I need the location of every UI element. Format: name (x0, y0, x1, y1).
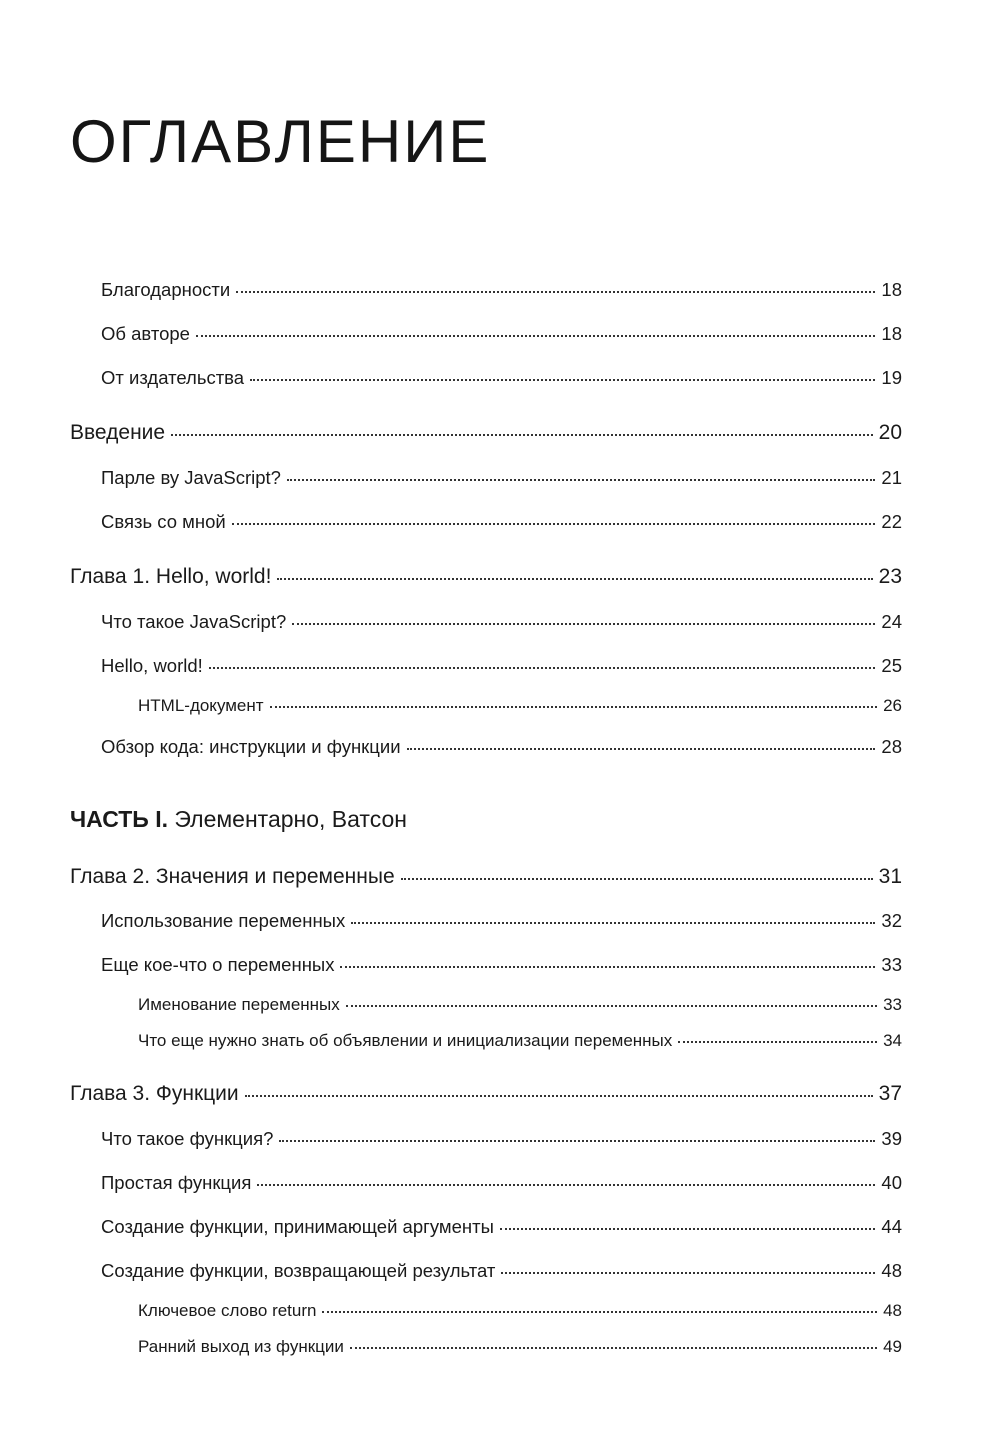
toc-entry-title: Обзор кода: инструкции и функции (101, 736, 401, 757)
toc-entry-page: 40 (881, 1172, 902, 1193)
toc-entry-title: Что такое функция? (101, 1128, 274, 1149)
dot-leader (232, 523, 876, 525)
toc-entry-title: Глава 1. Hello, world! (70, 565, 272, 588)
dot-leader (245, 1095, 873, 1097)
dot-leader (351, 922, 875, 924)
toc-entry-title: Еще кое-что о переменных (101, 954, 335, 975)
toc-entry-title: Именование переменных (138, 995, 340, 1014)
toc-entry-page: 48 (881, 1260, 902, 1281)
toc-entry-title: От издательства (101, 367, 245, 388)
toc-entry-title: Что такое JavaScript? (101, 611, 287, 632)
dot-leader (209, 667, 876, 669)
toc-entry-page: 23 (878, 565, 902, 588)
toc-entry-page: 20 (878, 421, 902, 444)
toc-entry-page: 26 (883, 696, 902, 715)
dot-leader (277, 578, 872, 580)
part-title: Элементарно, Ватсон (174, 806, 407, 832)
toc-entry-page: 37 (878, 1082, 902, 1105)
toc-entry-page: 44 (881, 1216, 902, 1237)
toc-entry-title: Глава 2. Значения и переменные (70, 865, 395, 888)
toc-entry-title: Благодарности (101, 279, 231, 300)
dot-leader (250, 379, 875, 381)
toc-entry-title: Глава 3. Функции (70, 1082, 239, 1105)
toc-entry-page: 31 (878, 865, 902, 888)
toc-entry-using-variables[interactable] (101, 910, 902, 932)
toc-entry-title: Создание функции, возвращающей результат (101, 1260, 496, 1281)
toc-entry-what-is-function[interactable] (101, 1128, 902, 1150)
toc-entry-chapter-2[interactable] (70, 865, 902, 889)
dot-leader (678, 1041, 877, 1043)
toc-entry-title: Введение (70, 421, 166, 444)
dot-leader (171, 434, 873, 436)
dot-leader (407, 748, 876, 750)
toc-entry-page: 33 (881, 954, 902, 975)
toc-entry-page: 39 (881, 1128, 902, 1149)
toc-entry-page: 21 (881, 467, 902, 488)
toc-entry-acknowledgements[interactable] (101, 279, 902, 301)
toc-entry-chapter-3[interactable] (70, 1082, 902, 1106)
dot-leader (322, 1311, 877, 1313)
toc-entry-page: 24 (881, 611, 902, 632)
dot-leader (270, 706, 878, 708)
toc-entry-code-overview[interactable] (101, 736, 902, 758)
toc-entry-page: 25 (881, 655, 902, 676)
dot-leader (196, 335, 875, 337)
part-label: ЧАСТЬ I. (70, 806, 168, 832)
toc-entry-page: 18 (881, 323, 902, 344)
dot-leader (279, 1140, 875, 1142)
dot-leader (257, 1184, 875, 1186)
dot-leader (236, 291, 875, 293)
toc-entry-page: 19 (881, 367, 902, 388)
toc-entry-naming-variables[interactable] (138, 995, 902, 1015)
toc-entry-page: 49 (883, 1337, 902, 1356)
toc-entry-page: 48 (883, 1301, 902, 1320)
toc-entry-title: Что еще нужно знать об объявлении и инициализации переменных (138, 1031, 673, 1050)
toc-entry-hello-world[interactable] (101, 655, 902, 677)
toc-entry-declaration-initialization[interactable] (138, 1031, 902, 1051)
dot-leader (350, 1347, 877, 1349)
dot-leader (287, 479, 875, 481)
toc-entry-page: 32 (881, 910, 902, 931)
toc-entry-page: 33 (883, 995, 902, 1014)
toc-entry-title: Простая функция (101, 1172, 252, 1193)
toc-entry-function-returning-result[interactable] (101, 1260, 902, 1282)
toc-entry-contact[interactable] (101, 511, 902, 533)
part-heading (70, 806, 407, 833)
toc-entry-more-about-variables[interactable] (101, 954, 902, 976)
dot-leader (346, 1005, 877, 1007)
toc-entry-return-keyword[interactable] (138, 1301, 902, 1321)
toc-entry-page: 28 (881, 736, 902, 757)
toc-entry-title: Ключевое слово return (138, 1301, 317, 1320)
toc-entry-page: 22 (881, 511, 902, 532)
toc-entry-title: Связь со мной (101, 511, 226, 532)
toc-entry-title: HTML-документ (138, 696, 264, 715)
toc-entry-title: Использование переменных (101, 910, 346, 931)
toc-entry-from-publisher[interactable] (101, 367, 902, 389)
toc-entry-title: Ранний выход из функции (138, 1337, 344, 1356)
toc-entry-chapter-1[interactable] (70, 565, 902, 589)
toc-entry-title: Hello, world! (101, 655, 203, 676)
toc-entry-title: Создание функции, принимающей аргументы (101, 1216, 494, 1237)
toc-entry-html-document[interactable] (138, 696, 902, 716)
toc-entry-about-author[interactable] (101, 323, 902, 345)
dot-leader (340, 966, 875, 968)
dot-leader (401, 878, 873, 880)
toc-entry-what-is-javascript[interactable] (101, 611, 902, 633)
toc-entry-early-exit[interactable] (138, 1337, 902, 1357)
dot-leader (500, 1228, 876, 1230)
page-title: ОГЛАВЛЕНИЕ (70, 108, 491, 175)
toc-entry-function-with-arguments[interactable] (101, 1216, 902, 1238)
toc-entry-page: 34 (883, 1031, 902, 1050)
toc-entry-simple-function[interactable] (101, 1172, 902, 1194)
toc-entry-page: 18 (881, 279, 902, 300)
toc-entry-parle-vu-javascript[interactable] (101, 467, 902, 489)
toc-entry-introduction[interactable] (70, 421, 902, 445)
toc-entry-title: Парле ву JavaScript? (101, 467, 281, 488)
dot-leader (501, 1272, 875, 1274)
toc-entry-title: Об авторе (101, 323, 190, 344)
dot-leader (292, 623, 875, 625)
